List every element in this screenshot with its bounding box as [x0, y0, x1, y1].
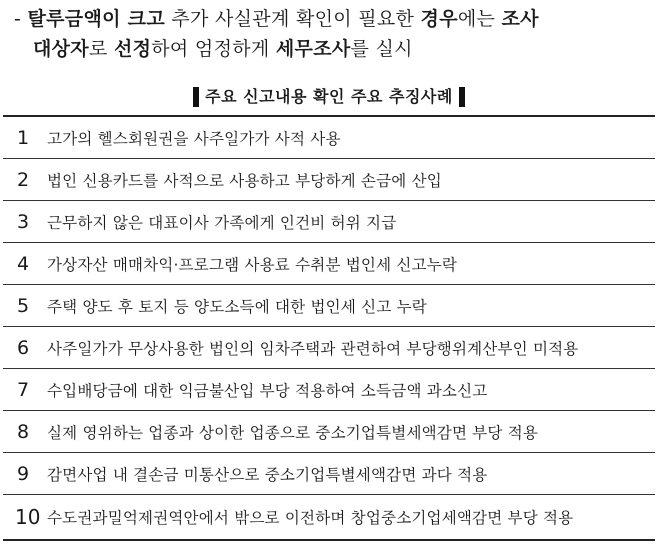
case-text: 사주일가가 무상사용한 법인의 임차주택과 관련하여 부당행위계산부인 미적용: [47, 339, 579, 358]
case-number: 4: [17, 252, 30, 275]
intro-segment: 대상자: [33, 38, 89, 60]
case-text: 가상자산 매매차익·프로그램 사용료 수취분 법인세 신고누락: [47, 255, 458, 274]
intro-segment: 를 실시: [350, 38, 413, 60]
case-number: 2: [17, 168, 30, 191]
case-row: [3, 327, 655, 369]
case-text: 감면사업 내 결손금 미통산으로 중소기업특별세액감면 과다 적용: [47, 465, 488, 484]
case-number: 6: [17, 336, 30, 359]
cases-table: [3, 115, 655, 541]
table-title: 주요 신고내용 확인 주요 추징사례: [205, 87, 453, 106]
case-text: 고가의 헬스회원권을 사주일가가 사적 사용: [47, 129, 341, 148]
case-row: [3, 453, 655, 495]
case-row: [3, 117, 655, 159]
case-row: [3, 201, 655, 243]
intro-dash: -: [14, 8, 28, 30]
case-row: [3, 243, 655, 285]
case-row: [3, 495, 655, 539]
case-text: 실제 영위하는 업종과 상이한 업종으로 중소기업특별세액감면 부당 적용: [47, 423, 539, 442]
case-number: 5: [17, 294, 30, 317]
case-row: [3, 159, 655, 201]
intro-segment: 선정: [113, 38, 152, 60]
intro-segment: 하여 엄정하게: [151, 38, 276, 60]
intro-segment: 탈루금액이 크고: [27, 8, 165, 30]
case-number: 7: [17, 378, 30, 401]
case-number: 10: [15, 505, 41, 529]
intro-segment: 추가 사실관계 확인이 필요한: [165, 8, 421, 30]
intro-line-1: [14, 4, 654, 34]
intro-segment: 세무조사: [275, 38, 351, 60]
case-number: 8: [17, 420, 30, 443]
case-text: 수입배당금에 대한 익금불산입 부당 적용하여 소득금액 과소신고: [47, 381, 488, 400]
case-row: [3, 285, 655, 327]
intro-segment: 로: [88, 38, 114, 60]
case-text: 수도권과밀억제권역안에서 밖으로 이전하며 창업중소기업세액감면 부당 적용: [47, 509, 574, 527]
title-bar-right: [459, 87, 465, 107]
intro-paragraph: [14, 4, 654, 64]
case-text: 근무하지 않은 대표이사 가족에게 인건비 허위 지급: [47, 213, 397, 232]
case-number: 9: [17, 462, 30, 485]
case-text: 주택 양도 후 토지 등 양도소득에 대한 법인세 신고 누락: [47, 297, 427, 316]
intro-line-2: [14, 34, 654, 64]
case-number: 3: [17, 210, 30, 233]
case-row: [3, 369, 655, 411]
case-number: 1: [17, 126, 30, 149]
intro-segment: 에는: [457, 8, 502, 30]
title-bar-left: [193, 87, 199, 107]
case-row: [3, 411, 655, 453]
intro-segment: 경우: [420, 8, 458, 30]
intro-segment: 조사: [501, 8, 539, 30]
case-text: 법인 신용카드를 사적으로 사용하고 부당하게 손금에 산입: [47, 171, 442, 190]
table-title-wrap: [0, 86, 658, 108]
